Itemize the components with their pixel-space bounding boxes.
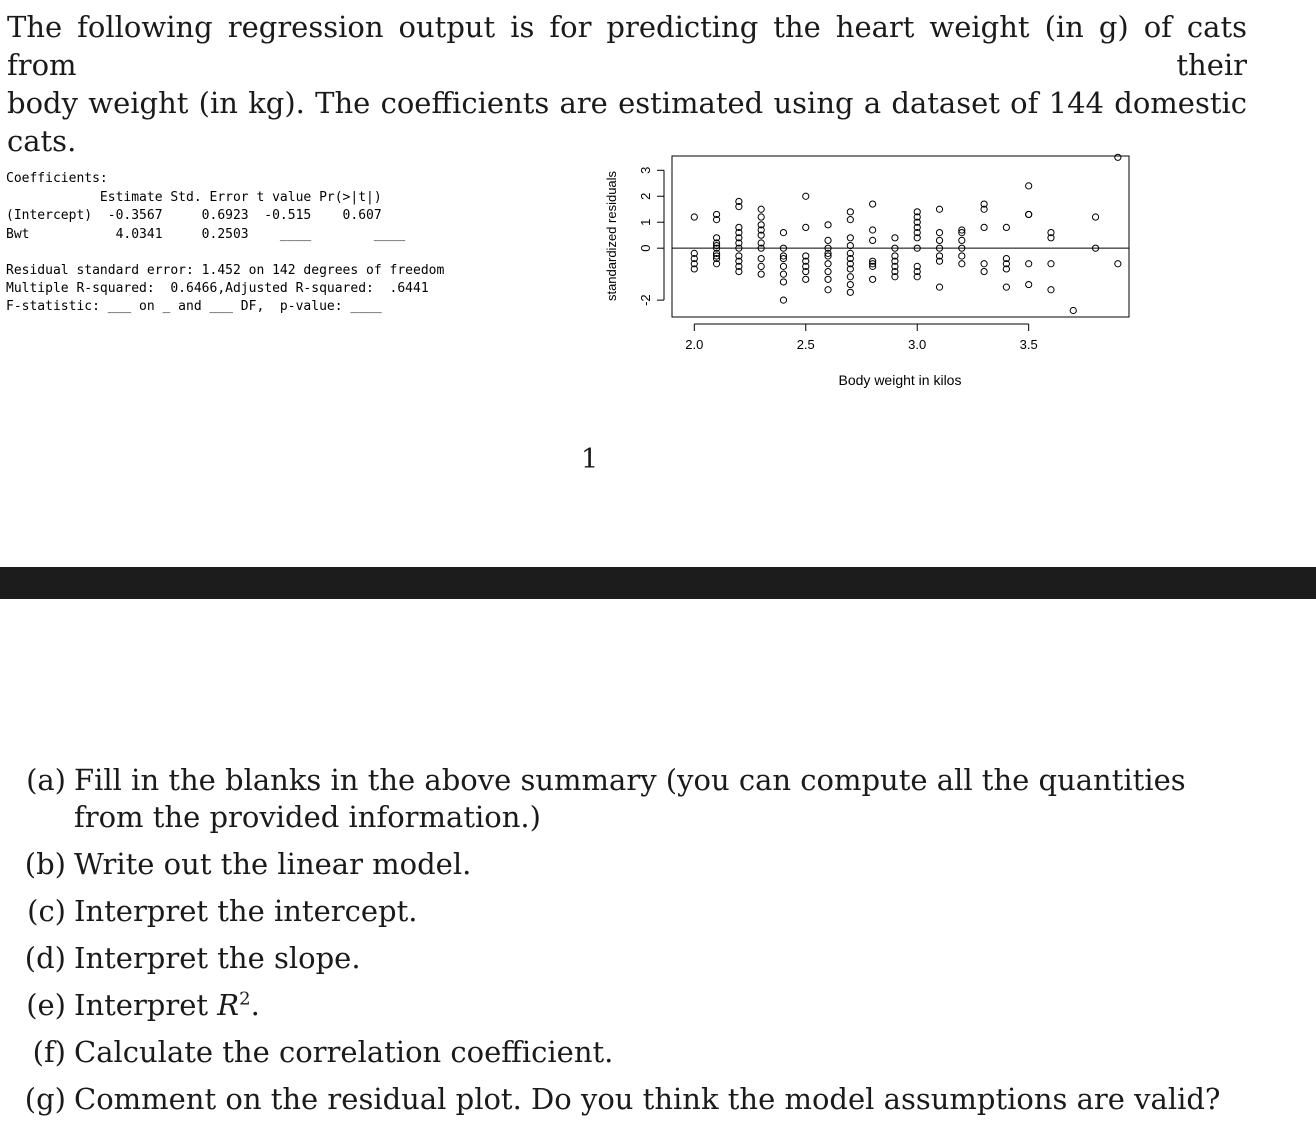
y-axis: [638, 167, 664, 306]
question-text: Interpret the intercept.: [74, 894, 418, 928]
question-d: [0, 940, 1249, 977]
question-list: [0, 762, 1316, 1128]
residual-point: [1026, 281, 1032, 287]
x-tick-label: 3.0: [908, 337, 927, 352]
residual-point: [758, 255, 764, 261]
residual-point: [825, 222, 831, 228]
residual-point: [936, 230, 942, 236]
residual-point: [1048, 287, 1054, 293]
coef-row-bwt: Bwt 4.0341 0.2503 ____ ____: [6, 227, 406, 242]
residual-point: [1026, 211, 1032, 217]
question-text: Calculate the correlation coefficient.: [74, 1035, 614, 1069]
residual-point: [1070, 307, 1076, 313]
question-label: (c): [27, 894, 66, 928]
residual-point: [892, 235, 898, 241]
question-label: (d): [24, 941, 66, 975]
f-statistic-line: F-statistic: ___ on _ and ___ DF, p-value: ____: [6, 299, 382, 314]
residual-point: [870, 276, 876, 282]
residual-point: [803, 193, 809, 199]
residual-point: [780, 297, 786, 303]
residual-point: [847, 217, 853, 223]
x-tick-label: 2.5: [796, 337, 815, 352]
residual-point: [803, 276, 809, 282]
residual-point: [1026, 261, 1032, 267]
residual-point: [1115, 261, 1121, 267]
question-text: Interpret the slope.: [74, 941, 361, 975]
residual-point: [758, 271, 764, 277]
question-text: Write out the linear model.: [74, 847, 472, 881]
question-f: [0, 1034, 1249, 1071]
intro-line-1: The following regression output is for predicting the heart weight (in g) of cats from their: [7, 10, 1247, 82]
x-axis: [685, 324, 1037, 352]
residual-point: [870, 227, 876, 233]
y-tick-label: 0: [638, 244, 653, 252]
residual-point: [758, 214, 764, 220]
question-g: [0, 1081, 1249, 1118]
residual-point: [981, 224, 987, 230]
residual-point: [780, 263, 786, 269]
question-label: (f): [32, 1035, 66, 1069]
residual-point: [691, 214, 697, 220]
y-tick-label: 3: [638, 166, 653, 174]
y-tick-label: -2: [638, 294, 653, 306]
page-divider-bar: [0, 567, 1316, 599]
question-label: (b): [24, 847, 66, 881]
question-label: (g): [24, 1082, 66, 1116]
question-label: (e): [26, 988, 66, 1022]
question-text-after: .: [250, 988, 260, 1022]
residual-se-line: Residual standard error: 1.452 on 142 degrees of freedom: [6, 263, 445, 278]
y-tick-label: 2: [638, 192, 653, 200]
residual-point: [1115, 154, 1121, 160]
question-text: Comment on the residual plot. Do you think the model assumptions are valid?: [74, 1082, 1221, 1116]
y-axis-label: standardized residuals: [604, 170, 619, 302]
residual-point: [981, 268, 987, 274]
residual-point: [825, 276, 831, 282]
residual-point: [1048, 261, 1054, 267]
residual-point: [847, 235, 853, 241]
residual-point: [1003, 224, 1009, 230]
residual-point: [936, 284, 942, 290]
residual-point: [825, 261, 831, 267]
plot-frame: [672, 156, 1129, 317]
residual-point: [780, 271, 786, 277]
question-e: [0, 987, 1249, 1024]
intro-paragraph: [7, 8, 1247, 160]
residual-point: [981, 261, 987, 267]
residual-point: [1003, 284, 1009, 290]
residual-point: [1026, 183, 1032, 189]
residual-point: [803, 224, 809, 230]
math-superscript: 2: [239, 988, 251, 1010]
residual-point: [959, 253, 965, 259]
coef-title: Coefficients:: [6, 171, 108, 186]
coef-header: Estimate Std. Error t value Pr(>|t|): [6, 190, 382, 205]
coef-row-intercept: (Intercept) -0.3567 0.6923 -0.515 0.607: [6, 208, 382, 223]
residual-point: [825, 287, 831, 293]
residual-points: [691, 154, 1121, 313]
x-axis-label: Body weight in kilos: [838, 372, 962, 388]
residual-point: [847, 281, 853, 287]
residual-point: [847, 274, 853, 280]
y-tick-label: 1: [638, 218, 653, 226]
residual-point: [825, 268, 831, 274]
question-c: [0, 893, 1249, 930]
residual-plot: [598, 150, 1158, 400]
math-r: R: [217, 988, 240, 1022]
residual-point: [1092, 214, 1098, 220]
intro-line-2: body weight (in kg). The coefficients are estimated using a dataset of 144 domestic cats.: [7, 86, 1247, 158]
page-number: 1: [581, 444, 599, 475]
residual-point: [780, 279, 786, 285]
residual-point: [936, 206, 942, 212]
residual-point: [847, 209, 853, 215]
residual-point: [870, 237, 876, 243]
x-tick-label: 2.0: [685, 337, 704, 352]
residual-point: [870, 201, 876, 207]
question-text: Fill in the blanks in the above summary (you can compute all the quantities from the provided information.): [74, 763, 1186, 834]
x-tick-label: 3.5: [1019, 337, 1038, 352]
residual-point: [780, 230, 786, 236]
residual-point: [847, 289, 853, 295]
residual-point: [825, 237, 831, 243]
question-text-before: Interpret: [74, 988, 218, 1022]
question-b: [0, 846, 1249, 883]
residual-point: [959, 237, 965, 243]
residual-point: [758, 206, 764, 212]
r-squared-line: Multiple R-squared: 0.6466,Adjusted R-squared: .6441: [6, 281, 429, 296]
question-a: [0, 762, 1249, 836]
residual-point: [758, 263, 764, 269]
question-label: (a): [26, 763, 66, 797]
residual-point: [936, 237, 942, 243]
residual-point: [959, 261, 965, 267]
